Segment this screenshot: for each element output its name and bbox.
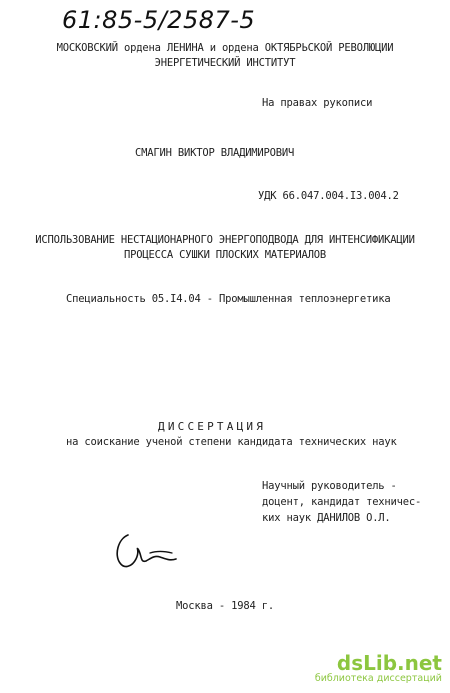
institution-line-2: ЭНЕРГЕТИЧЕСКИЙ ИНСТИТУТ — [154, 57, 296, 69]
dissertation-title-line-1: ИСПОЛЬЗОВАНИЕ НЕСТАЦИОНАРНОГО ЭНЕРГОПОДВОДА ДЛЯ ИНТЕНСИФИКАЦИИ — [35, 234, 415, 246]
advisor-line-3: ких наук ДАНИЛОВ О.Л. — [262, 512, 391, 524]
dissertation-title-line-2: ПРОЦЕССА СУШКИ ПЛОСКИХ МАТЕРИАЛОВ — [123, 249, 326, 261]
dslib-caption: библиотека диссертаций — [314, 673, 442, 684]
handwritten-signature — [110, 525, 190, 575]
dslib-logo: dsLib.net — [336, 651, 442, 675]
advisor-line-1: Научный руководитель - — [262, 480, 397, 492]
specialty: Специальность 05.I4.04 - Промышленная теплоэнергетика — [66, 293, 391, 305]
institution-line-1: МОСКОВСКИЙ ордена ЛЕНИНА и ордена ОКТЯБРЬСКОЙ РЕВОЛЮЦИИ — [56, 42, 394, 54]
author-name: СМАГИН ВИКТОР ВЛАДИМИРОВИЧ — [135, 147, 295, 159]
handwritten-archive-number: 61:85-5/2587-5 — [62, 6, 256, 34]
dissertation-subtitle: на соискание ученой степени кандидата технических наук — [66, 436, 397, 448]
city-and-year: Москва - 1984 г. — [176, 600, 274, 612]
advisor-line-2: доцент, кандидат техничес- — [262, 496, 422, 508]
dslib-watermark — [292, 651, 442, 685]
udk-code: УДК 66.047.004.I3.004.2 — [258, 190, 399, 202]
manuscript-rights-note: На правах рукописи — [262, 97, 373, 109]
dissertation-heading: ДИССЕРТАЦИЯ — [158, 420, 267, 433]
